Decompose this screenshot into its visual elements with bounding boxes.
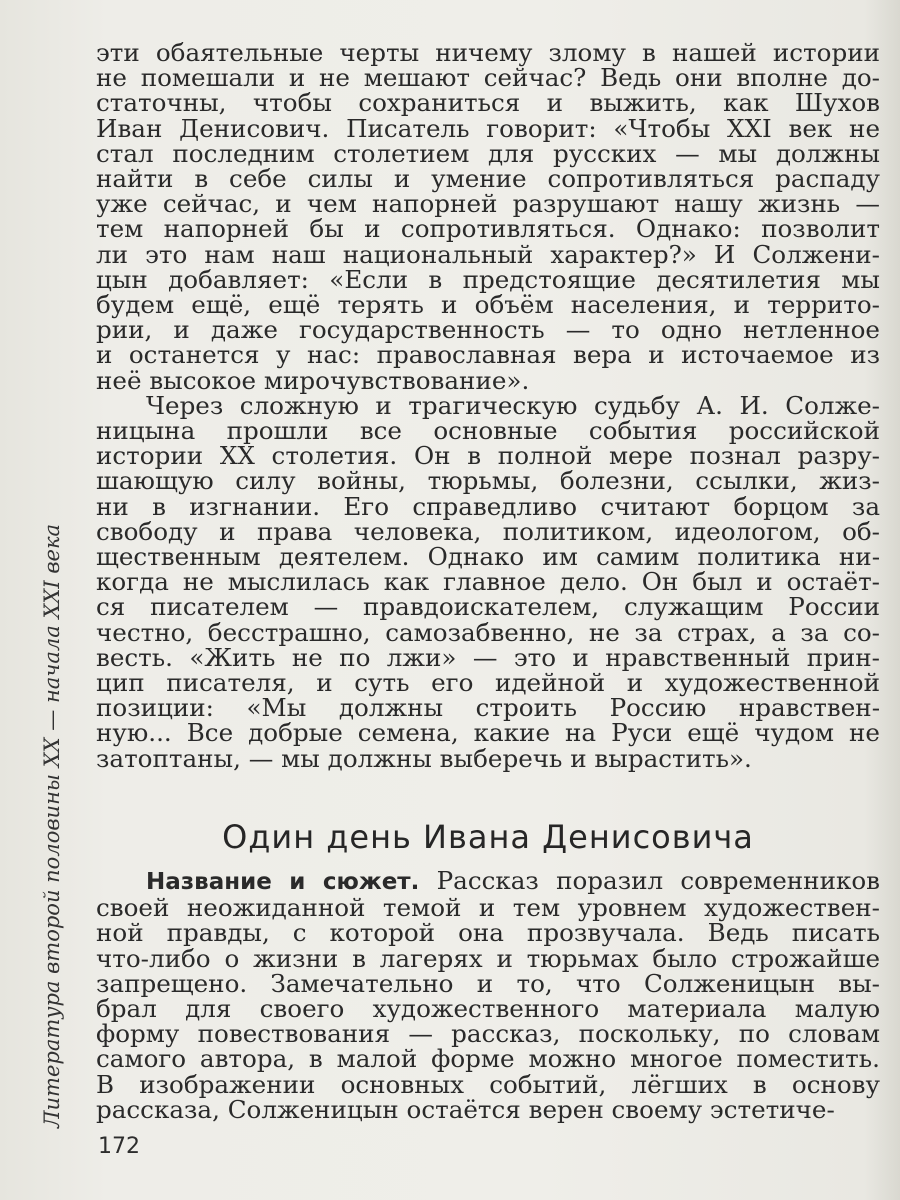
text-line: самого автора, в малой форме можно многое поместить. (96, 1044, 880, 1074)
text-line: стал последним столетием для русских — мы должны (96, 138, 880, 168)
text-line: истории XX столетия. Он в полной мере познал разру- (96, 441, 880, 471)
text-line: рии, и даже государственность — то одно нетленное (96, 315, 880, 345)
paragraph-3-first-line (96, 868, 880, 895)
running-head-vertical: Литература второй половины XX — начала XXI века (40, 523, 64, 1128)
text-line: затоптаны, — мы должны выберечь и вырастить». (96, 743, 752, 773)
paragraph-3-first-line-text: Рассказ поразил современников (419, 866, 880, 895)
page-number: 172 (98, 1134, 140, 1159)
paragraph-1 (96, 40, 880, 393)
text-line: тем напорней бы и сопротивляться. Однако: позволит (96, 214, 880, 244)
text-line: найти в себе силы и умение сопротивляться распаду (96, 164, 880, 194)
text-line: своей неожиданной темой и тем уровнем художествен- (96, 893, 880, 923)
text-line: рассказа, Солженицын остаётся верен своему эстетиче- (96, 1094, 835, 1124)
text-line: когда не мыслилась как главное дело. Он был и остаёт- (96, 567, 880, 597)
text-line: ной правды, с которой она прозвучала. Ведь писать (96, 918, 880, 948)
text-line: цип писателя, и суть его идейной и художественной (96, 668, 880, 698)
text-line: В изображении основных событий, лёгших в основу (96, 1069, 880, 1099)
text-line: Иван Денисович. Писатель говорит: «Чтобы XXI век не (96, 113, 880, 143)
section-heading: Один день Ивана Денисовича (222, 818, 754, 856)
text-line: щественным деятелем. Однако им самим политика ни- (96, 542, 880, 572)
text-line: что-либо о жизни в лагерях и тюрьмах было строжайше (96, 943, 880, 973)
section-text-column (96, 868, 880, 1122)
text-line: честно, бесстрашно, самозабвенно, не за страх, а за со- (96, 617, 880, 647)
text-line: уже сейчас, и чем напорней разрушают нашу жизнь — (96, 189, 880, 219)
main-text-column (96, 40, 880, 771)
text-line: Через сложную и трагическую судьбу А. И. Солже- (146, 390, 880, 420)
text-line: брал для своего художественного материала малую (96, 994, 880, 1024)
text-line: цын добавляет: «Если в предстоящие десятилетия мы (96, 264, 880, 294)
run-in-heading: Название и сюжет. (146, 869, 420, 895)
paragraph-3 (96, 868, 880, 1122)
text-line: статочны, чтобы сохраниться и выжить, как Шухов (96, 88, 880, 118)
text-line: ни в изгнании. Его справедливо считают борцом за (96, 491, 880, 521)
text-line: не помешали и не мешают сейчас? Ведь они вполне до- (96, 63, 880, 93)
text-line: ли это нам наш национальный характер?» И Солжени- (96, 239, 880, 269)
text-line: и останется у нас: православная вера и источаемое из (96, 340, 880, 370)
text-line: будем ещё, ещё терять и объём населения, и террито- (96, 290, 880, 320)
text-line: эти обаятельные черты ничему злому в нашей истории (96, 38, 880, 67)
text-line: неё высокое мирочувствование». (96, 365, 530, 395)
paragraph-2 (96, 390, 880, 773)
text-line: свободу и права человека, политиком, идеологом, об- (96, 516, 880, 546)
text-line: шающую силу войны, тюрьмы, болезни, ссылки, жиз- (96, 466, 880, 496)
text-line: позиции: «Мы должны строить Россию нравствен- (96, 693, 880, 723)
text-line: ную... Все добрые семена, какие на Руси ещё чудом не (96, 718, 880, 748)
text-line: весть. «Жить не по лжи» — это и нравственный прин- (96, 642, 880, 672)
text-line: ся писателем — правдоискателем, служащим России (96, 592, 880, 622)
text-line: форму повествования — рассказ, поскольку, по словам (96, 1019, 880, 1049)
text-line: запрещено. Замечательно и то, что Солженицын вы- (96, 968, 880, 998)
text-line: ницына прошли все основные события российской (96, 416, 880, 446)
